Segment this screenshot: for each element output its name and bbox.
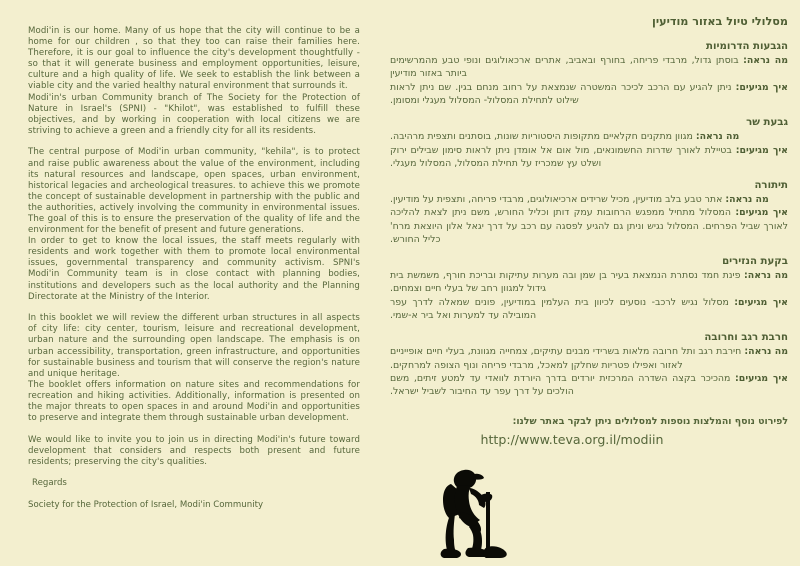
- website-url[interactable]: http://www.teva.org.il/modiin: [480, 432, 664, 448]
- trail-section-2: [390, 116, 788, 170]
- paragraph-spacer: [28, 303, 360, 314]
- what-text: אתר טבע בלב מודיעין, מכיל שרידים ארכיאולוגים, מרבדי פריחה, ותצפית על מודיעין.: [390, 193, 723, 205]
- english-paragraph-1: Modi'in is our home. Many of us hope that the city will continue to be a home for our children , so that they too can raise their families here. Therefore, it is our goal to influence the city's development thoughtfully - so that it will generate business and employment opportunities, leisure, culture and a high quality of life. We seek to establish the link between a viable city and the varied healthy natural environment that surrounds it.: [28, 26, 360, 92]
- how-label: איך מגיעים:: [735, 144, 789, 156]
- what-text: חירבת רגב ותל חרובה מלאות בשרידי מבנים עתיקים, צמחייה מגוונת, בעלי חיים אופייניים לאזור ואפילו פטריות שחלקן למאכל, מרבדי פריחה ונוף הצופה למרחקים.: [390, 346, 742, 371]
- what-text: בוסתן גדול, מרבדי פריחה, בחורף ובאביב, אתרים ארכאולוגים ונופי טבע מהמרשימים ביותר באזור מודיעין: [390, 55, 739, 80]
- what-label: מה נראה:: [695, 131, 740, 143]
- how-text: מהכיכר בקצה השדרה המרכזית יורדים בדרך היורדת לוואדי עד למטע זיתים, משם הולכים על דרך עפר עד החיבור לשביל ישראל.: [390, 372, 731, 398]
- trail-what-line: [390, 345, 788, 372]
- trail-heading: תיתורה: [754, 179, 788, 191]
- how-text: מסלול נגיש לרכב- נוסעים לכיוון בית העלמין במודיעין, פונים שמאלה לדרך עפר המובילה עד למערות ואל ביר א-שמי.: [390, 296, 729, 322]
- what-label: מה נראה:: [744, 269, 789, 281]
- regards-line: Regards: [32, 478, 67, 489]
- trail-heading: חרבת רגב וחרובה: [704, 332, 788, 344]
- trail-how-line: [390, 296, 788, 323]
- trail-what-line: [390, 130, 788, 143]
- paragraph-spacer: [28, 468, 360, 479]
- english-paragraph-2: Modi'in's urban Community branch of The Society for the Protection of Nature in Israel's (SPNI) - "Khilot", was established to fulfill these objectives, and by working in cooperation with local citizens we are striving to achieve a green and a friendly city for all its residents.: [28, 92, 360, 136]
- what-text: מגוון מתקנים חקלאיים מתקופות היסטוריות שונות, בוסתנים ותצפית מרהיבה.: [390, 131, 693, 143]
- english-paragraph-4: In order to get to know the local issues, the staff meets regularly with residents and work together with them to promote local environmental issues, governmental transparency and community activism. SPNI's Modi'in Community team is in close contact with planning bodies, institutions and developers such as the local authority and the Planning Directorate at the Ministry of the Interior.: [28, 236, 360, 302]
- hebrew-page-title: מסלולי טיול באזור מודיעין: [652, 15, 788, 28]
- trail-section-1: [390, 40, 788, 108]
- english-paragraph-6: The booklet offers information on nature sites and recommendations for recreation and hiking activities. Additionally, information is presented on the major threats to open spaces in and around Modi'in and opportunities to preserve and integrate them through sustainable urban development.: [28, 379, 360, 424]
- trail-how-line: [390, 81, 788, 108]
- trail-how-line: [390, 372, 788, 399]
- paragraph-spacer: [28, 137, 360, 148]
- trail-how-line: [390, 144, 788, 171]
- trail-heading: הגבעות הדרומיות: [706, 41, 788, 52]
- english-paragraph-5: In this booklet we will review the different urban structures in all aspects of city life: city center, tourism, leisure and recreational development, urban nature and the surrounding open landscape. The emphasis is on urban accessibility, transportation, green infrastructure, and opportunities for sustainable business and tourism that will conserve the region's nature and unique heritage.: [28, 313, 360, 379]
- how-label: איך מגיעים:: [734, 296, 789, 308]
- paragraph-spacer: [28, 424, 360, 435]
- english-paragraph-7: We would like to invite you to join us in directing Modi'in's future toward development that considers and respects both present and future residents; preserving the city's qualities.: [28, 434, 360, 467]
- what-label: מה נראה:: [725, 193, 769, 205]
- how-label: איך מגיעים:: [735, 81, 788, 93]
- organization-signature: Society for the Protection of Israel, Modi'in Community: [28, 500, 264, 511]
- what-label: מה נראה:: [743, 55, 788, 66]
- how-text: המסלול מתחיל ממפגש הרחובות עמק דותן וכליל החורש, משם ניתן לצאת להליכה לאורך שביל הפרחים. המסלול נגיש וניתן גם להגיע לפסגה עם רכב על דרך יגאל אלון היוצאת מרח' כליל החורש.: [390, 207, 788, 246]
- english-text-column: [28, 26, 360, 511]
- how-label: איך מגיעים:: [735, 207, 789, 219]
- trail-what-line: [390, 54, 788, 81]
- what-text: פינת חמד נסתרת הנמצאת בעיר בן שמן ובה מערות עתיקות ובריכת חורף, משמשת בית גידול למגוון רחב של בעלי חיים וצמחים.: [390, 269, 741, 295]
- what-label: מה נראה:: [744, 346, 788, 358]
- trail-section-4: [390, 255, 788, 323]
- trail-what-line: [390, 193, 788, 206]
- how-label: איך מגיעים:: [735, 372, 788, 384]
- trail-heading: בקעת הנזירים: [722, 255, 788, 267]
- how-text: בטיילת לאורך שדרות החשמונאים, מול אום אל אומדן ניתן לראות סימון שבילים ירוק ושלט עץ שמכריז על תחילת המסלול, המסלול מעגלי.: [390, 144, 732, 169]
- trail-what-line: [390, 269, 788, 296]
- paragraph-spacer: [28, 490, 360, 501]
- trail-how-line: [390, 206, 788, 246]
- how-text: ניתן להגיע עם הרכב לכיכר המשטרה שנמצאת על רחוב מנחם בגין. שם ניתן לראות שילוט לתחילת המסלול- המסלול מעגלי ומסומן.: [390, 81, 732, 107]
- english-paragraph-3: The central purpose of Modi'in urban community, "kehila", is to protect and raise public awareness about the value of the environment, including its natural resources and landscape, open spaces, urban environment, historical legacies and archeological treasures. to achieve this we promote the concept of sustainable development in partnership with the public and the authorities, actively involving the community in environmental issues. The goal of this is to ensure the preservation of the quality of life and the environment for the benefit of present and future generations.: [28, 147, 360, 236]
- trail-heading: גבעת שר: [746, 117, 788, 129]
- hebrew-text-column: [390, 14, 788, 448]
- trail-section-3: [390, 179, 788, 247]
- hiker-silhouette-icon: [424, 462, 520, 562]
- trail-section-5: [390, 331, 788, 399]
- website-note: לפירוט נוסף והמלצות נוספות למסלולים ניתן לבקר באתר שלנו:: [512, 415, 788, 427]
